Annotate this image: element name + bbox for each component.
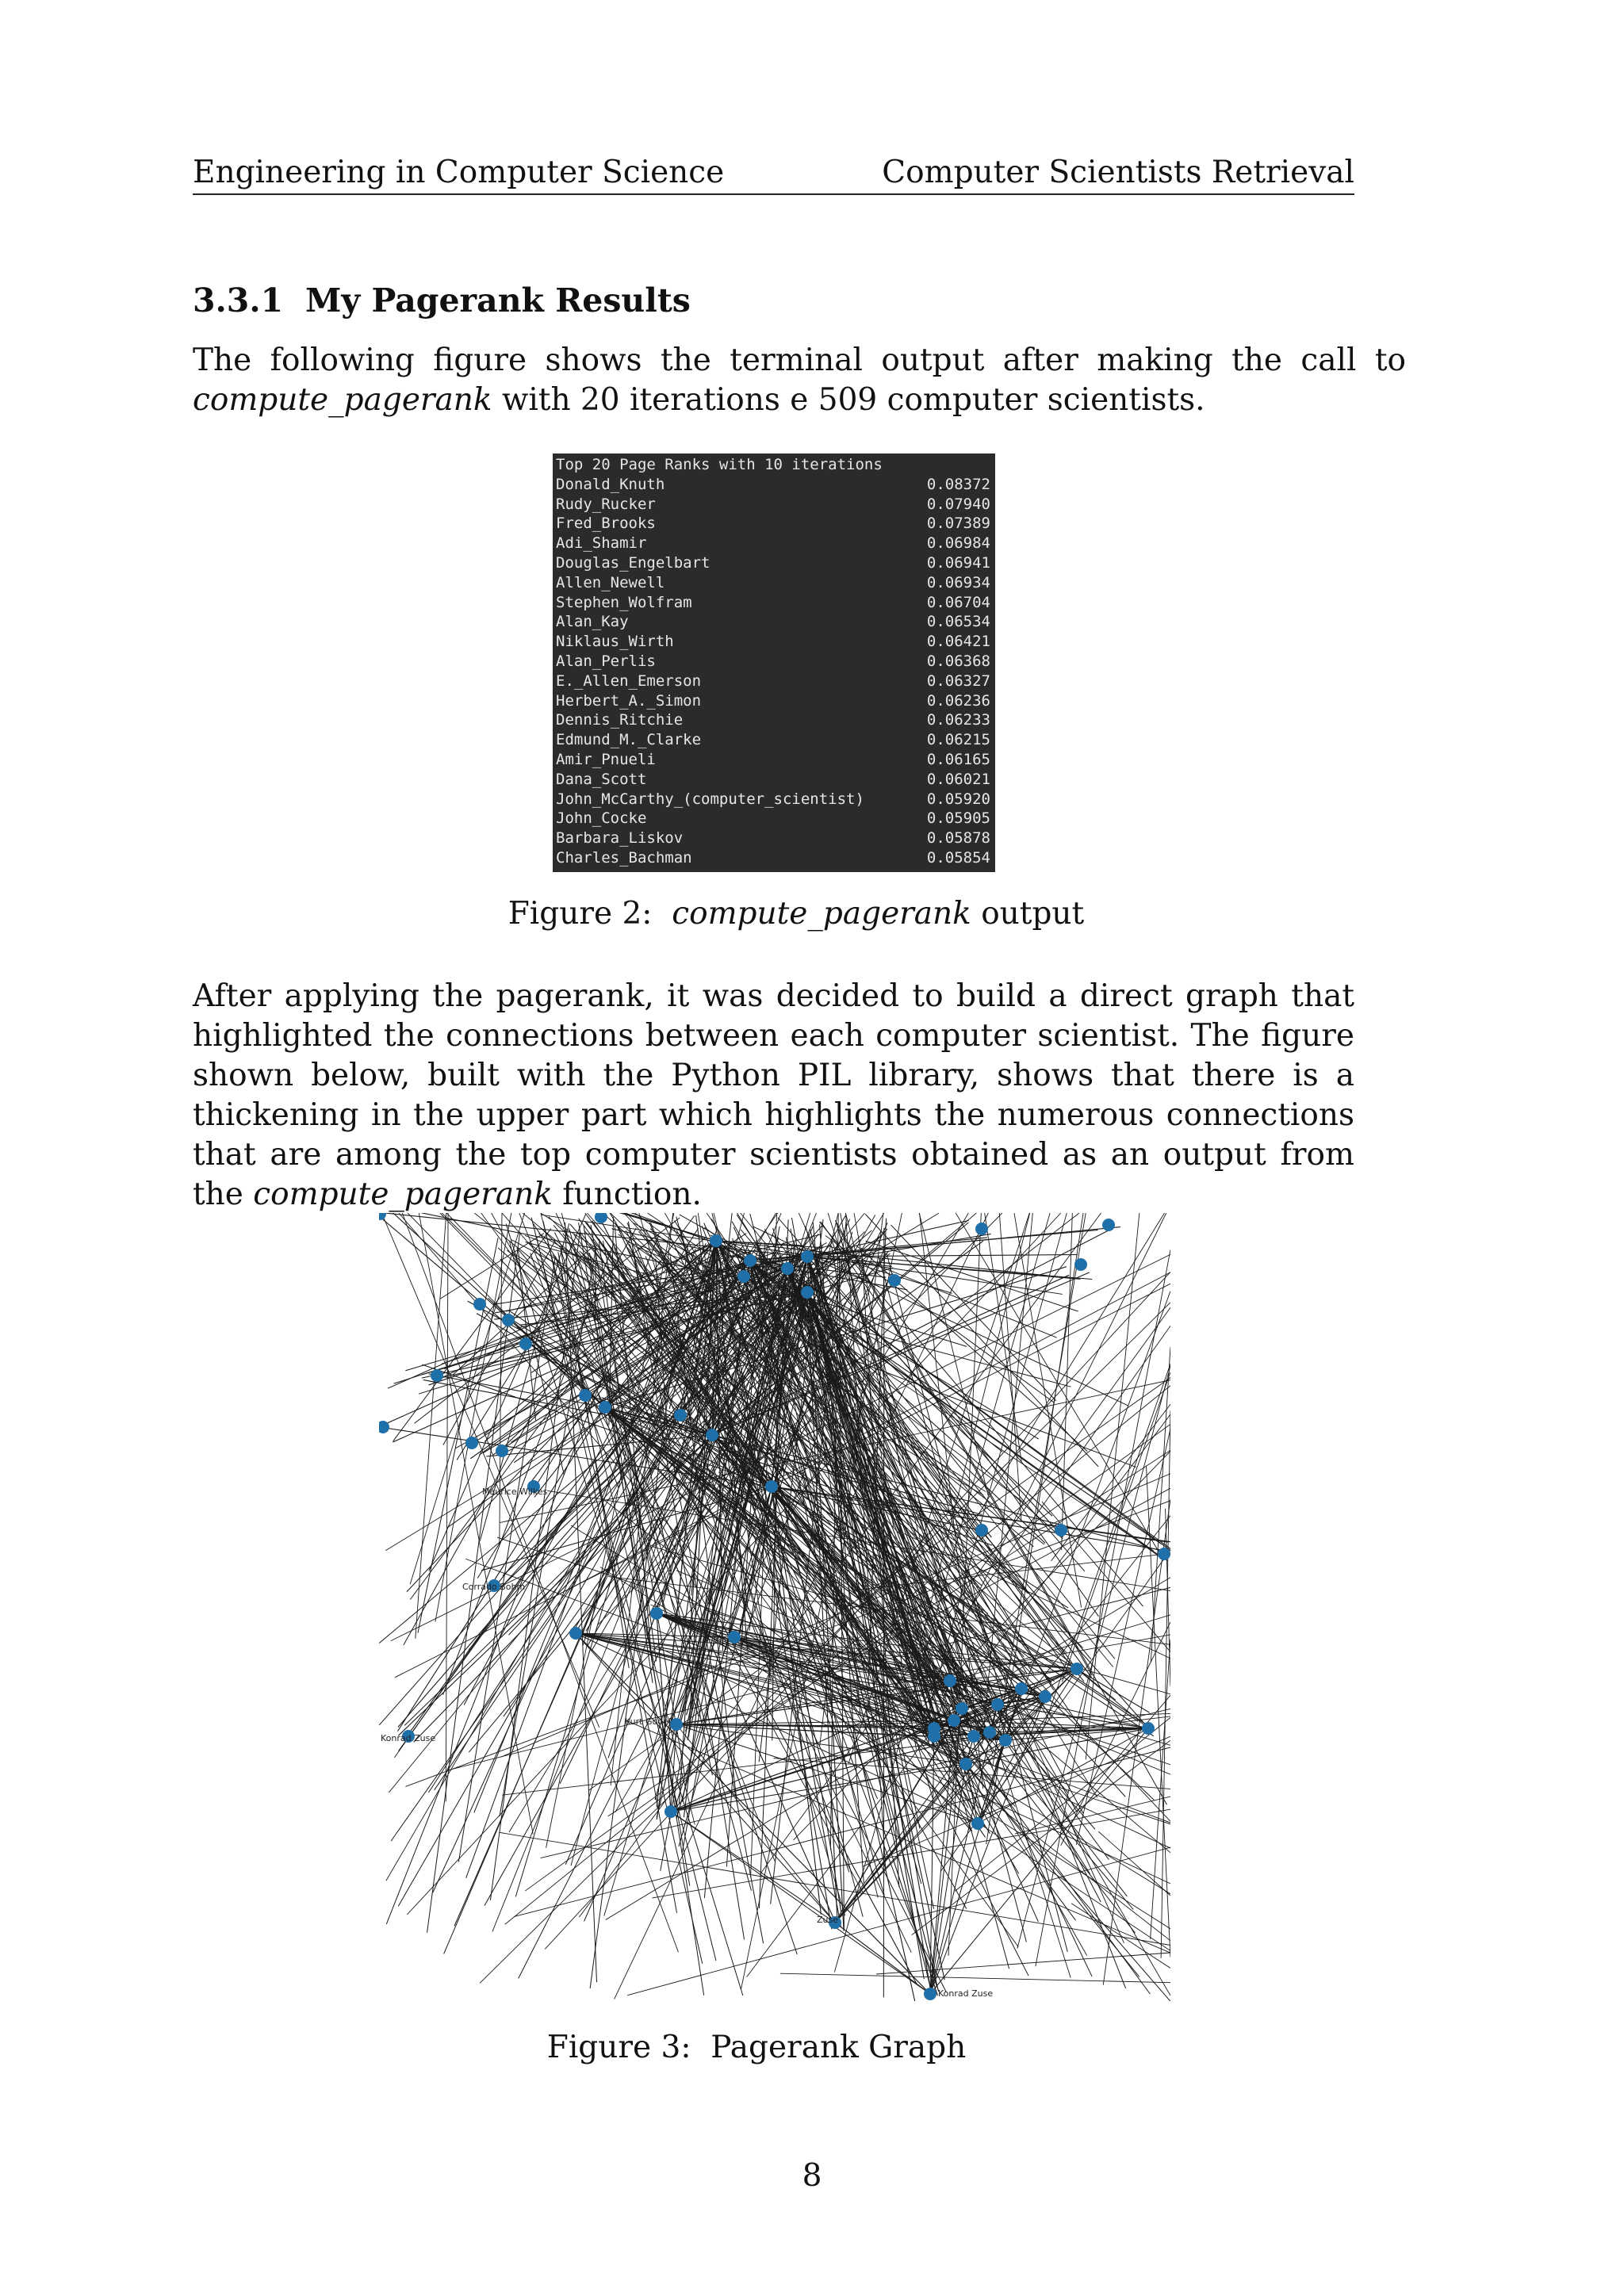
graph-node [599,1401,611,1414]
caption-label: Figure 2: [508,896,653,932]
graph-node-label: Corrado Bohm [462,1582,526,1592]
graph-edge [1059,1695,1170,1827]
scientist-name: Dennis_Ritchie [556,711,684,729]
graph-node [801,1250,814,1263]
para2-text: After applying the pagerank, it was decided to build a direct graph that highlighted the connections between each computer scientist. The figure shown below, built with the Python PIL library, shows that there is a thickening in the upper part which highlights the numerous connections that are among the top computer scientists obtained as an output from the [193,978,1354,1212]
graph-node [781,1262,794,1275]
graph-node [706,1429,718,1441]
graph-node [1039,1690,1051,1703]
figure-3-caption [0,2030,1568,2065]
pagerank-graph [379,1213,1170,2001]
terminal-row [556,770,990,790]
terminal-row [556,612,990,632]
pagerank-score: 0.05905 [926,809,990,828]
graph-edge [410,1213,524,1584]
graph-node [1142,1722,1155,1735]
graph-edge [1098,1831,1170,1896]
terminal-row [556,573,990,593]
page-number: 8 [802,2158,822,2194]
figure-2-caption [0,896,1608,932]
graph-node [1055,1524,1067,1536]
scientist-name: Charles_Bachman [556,848,692,867]
terminal-row [556,730,990,750]
scientist-name: Amir_Pnueli [556,750,656,768]
graph-node [728,1631,741,1644]
pagerank-score: 0.06941 [926,553,990,572]
graph-node [983,1726,996,1739]
scientist-name: John_Cocke [556,809,647,828]
scientist-name: Stephen_Wolfram [556,593,692,611]
running-header [193,152,1354,195]
graph-node [744,1254,756,1267]
scientist-name: Alan_Perlis [556,652,656,670]
para1-text-end: with 20 iterations e 509 computer scientists. [492,382,1205,418]
terminal-row [556,475,990,495]
pagerank-score: 0.07940 [926,495,990,513]
terminal-row [556,750,990,770]
graph-node [991,1698,1004,1711]
section-heading [193,281,691,320]
graph-node [670,1718,683,1731]
terminal-row [556,495,990,515]
graph-node [1015,1682,1028,1695]
graph-node [674,1409,687,1422]
pagerank-score: 0.06327 [926,672,990,690]
graph-edge [1062,1372,1170,1682]
graph-node-label: Zuse [817,1915,839,1925]
terminal-row [556,534,990,553]
caption-function-name: compute_pagerank [672,896,971,932]
paragraph-graph-description [193,977,1354,1215]
graph-edge [986,1213,1083,1844]
graph-node [569,1627,582,1640]
graph-node [379,1213,386,1220]
graph-node [737,1270,750,1283]
scientist-name: Edmund_M._Clarke [556,731,702,749]
graph-node [948,1714,960,1727]
graph-node [975,1524,988,1536]
graph-node [1071,1663,1083,1675]
scientist-name: Barbara_Liskov [556,829,684,848]
terminal-row [556,848,990,868]
graph-edge [835,1764,966,1923]
scientist-name: Donald_Knuth [556,475,665,493]
graph-node [1158,1548,1170,1560]
header-right: Computer Scientists Retrieval [882,155,1354,190]
pagerank-score: 0.06934 [926,573,990,591]
terminal-title: Top 20 Page Ranks with 10 iterations [556,456,883,473]
caption-label: Figure 3: [546,2030,691,2065]
graph-edge [627,1847,1170,1996]
graph-node [465,1437,478,1449]
graph-node [999,1734,1012,1747]
pagerank-score: 0.06165 [926,750,990,768]
terminal-row [556,828,990,848]
terminal-row [556,553,990,573]
para1-text: The following figure shows the terminal output after making the call to [193,342,1406,378]
graph-node [975,1223,988,1235]
paragraph-intro [193,341,1406,420]
scientist-name: John_McCarthy_(computer_scientist) [556,790,864,808]
caption-rest: output [971,896,1085,932]
terminal-row [556,790,990,809]
graph-node-label: Konrad Zuse [938,1988,994,1999]
pagerank-score: 0.06704 [926,593,990,611]
graph-node [971,1817,984,1830]
graph-node [924,1988,936,2000]
scientist-name: E._Allen_Emerson [556,672,702,690]
terminal-row [556,514,990,534]
terminal-row [556,809,990,828]
graph-edge [446,1213,448,1801]
graph-node [710,1234,722,1247]
graph-node [801,1286,814,1299]
graph-edge [515,1228,717,1897]
terminal-row [556,691,990,711]
graph-node [888,1274,901,1287]
graph-node [519,1337,532,1350]
graph-edge [1071,1904,1170,1969]
scientist-name: Fred_Brooks [556,515,656,533]
graph-edge [733,1227,1092,1976]
pagerank-score: 0.06021 [926,770,990,788]
graph-node [502,1314,515,1326]
terminal-row [556,632,990,652]
graph-node-label: Maurice Wilkes [482,1487,548,1497]
graph-node [1102,1219,1115,1231]
pagerank-score: 0.06233 [926,711,990,729]
pagerank-score: 0.06368 [926,652,990,670]
graph-node [431,1369,443,1382]
graph-edge [429,1374,605,1407]
graph-node [595,1213,607,1223]
graph-node [956,1702,968,1715]
pagerank-score: 0.05878 [926,829,990,848]
section-title: My Pagerank Results [305,281,691,320]
graph-node-label: Konrad Zuse [381,1733,436,1743]
graph-node [765,1480,778,1493]
graph-node [665,1805,677,1818]
scientist-name: Dana_Scott [556,770,647,788]
caption-rest: Pagerank Graph [710,2030,967,2065]
scientist-name: Adi_Shamir [556,534,647,553]
graph-edge [671,1812,930,1994]
scientist-name: Alan_Kay [556,613,629,631]
graph-node [496,1445,508,1457]
scientist-name: Rudy_Rucker [556,495,656,513]
graph-edge [381,1213,599,1728]
terminal-row [556,652,990,672]
pagerank-score: 0.06984 [926,534,990,553]
graph-node [473,1298,486,1311]
graph-node [1074,1258,1087,1271]
pagerank-score: 0.06421 [926,633,990,651]
graph-edge [930,1709,962,1994]
graph-edge [443,1240,556,1445]
para2-function-name: compute_pagerank [253,1177,553,1212]
scientist-name: Niklaus_Wirth [556,633,674,651]
scientist-name: Herbert_A._Simon [556,691,702,710]
para2-text-end: function. [552,1177,702,1212]
scientist-name: Douglas_Engelbart [556,553,710,572]
terminal-rows [556,475,990,868]
pagerank-score: 0.06236 [926,691,990,710]
graph-node [967,1730,980,1743]
graph-edges [379,1213,1170,2001]
graph-edge [780,1973,1170,1983]
graph-node [650,1607,663,1620]
graph-node [944,1674,956,1687]
graph-edge [998,1705,1148,1728]
pagerank-score: 0.06534 [926,613,990,631]
para1-function-name: compute_pagerank [193,382,492,418]
graph-node [959,1758,972,1770]
terminal-row [556,710,990,730]
graph-edge [657,1613,671,1812]
pagerank-score: 0.07389 [926,515,990,533]
graph-edge [925,1213,1067,1727]
graph-node-label: Kurt Godel [625,1716,672,1727]
terminal-row [556,593,990,613]
pagerank-score: 0.05854 [926,848,990,867]
header-left: Engineering in Computer Science [193,155,725,190]
graph-edge [1015,1797,1170,1834]
pagerank-score: 0.08372 [926,475,990,493]
graph-node [579,1389,592,1402]
pagerank-score: 0.05920 [926,790,990,808]
pagerank-score: 0.06215 [926,731,990,749]
terminal-row [556,672,990,691]
terminal-output [553,453,995,872]
scientist-name: Allen_Newell [556,573,665,591]
graph-node [928,1730,940,1743]
pagerank-graph-figure [379,1213,1170,2001]
section-number: 3.3.1 [193,281,284,320]
